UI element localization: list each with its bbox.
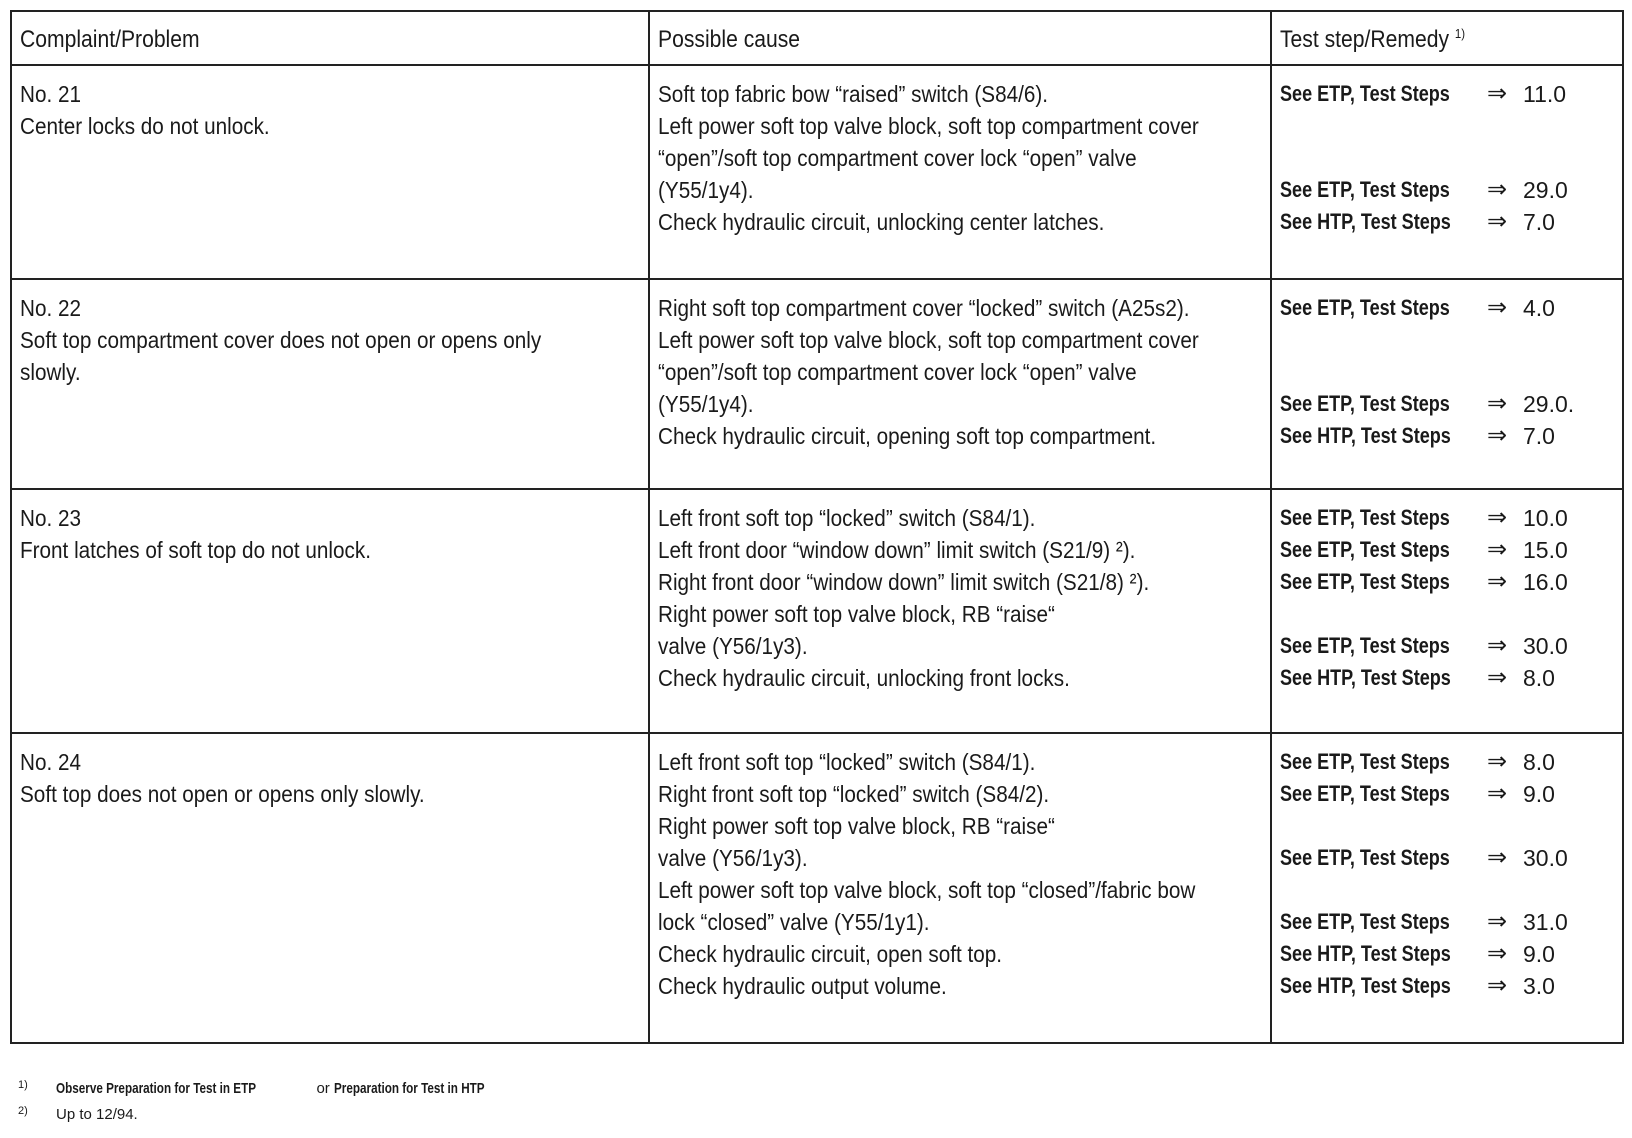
complaint-cell bbox=[11, 733, 649, 1043]
cause-line: Left power soft top valve block, soft top “closed”/fabric bow bbox=[658, 877, 1196, 903]
cause-line: Left front door “window down” limit switch (S21/9) ²). bbox=[658, 537, 1136, 563]
test-step-number: 7.0 bbox=[1523, 209, 1555, 235]
cause-cell bbox=[649, 489, 1271, 733]
remedy-cell bbox=[1271, 733, 1623, 1043]
table-row bbox=[11, 65, 1623, 279]
test-step-number: 9.0 bbox=[1523, 941, 1555, 967]
cause-line: Check hydraulic circuit, unlocking center latches. bbox=[658, 209, 1105, 235]
test-step-number: 30.0 bbox=[1523, 845, 1568, 871]
complaint-cell bbox=[11, 65, 649, 279]
test-step-number: 29.0 bbox=[1523, 177, 1568, 203]
arrow-right-icon: ⇒ bbox=[1487, 632, 1508, 659]
cause-line: “open”/soft top compartment cover lock “open” valve bbox=[658, 359, 1137, 385]
remedy-label: See ETP, Test Steps bbox=[1280, 537, 1450, 562]
remedy-line bbox=[1280, 662, 1614, 694]
cause-line: Left front soft top “locked” switch (S84/1). bbox=[658, 749, 1036, 775]
test-step-number: 8.0 bbox=[1523, 749, 1555, 775]
remedy-cell bbox=[1271, 489, 1623, 733]
complaint-text: slowly. bbox=[20, 359, 81, 385]
cause-line: Left power soft top valve block, soft top compartment cover bbox=[658, 113, 1199, 139]
header-cause: Possible cause bbox=[649, 11, 1271, 65]
remedy-label: See ETP, Test Steps bbox=[1280, 391, 1450, 416]
arrow-right-icon: ⇒ bbox=[1487, 844, 1508, 871]
table-row bbox=[11, 489, 1623, 733]
complaint-cell bbox=[11, 489, 649, 733]
remedy-spacer bbox=[1280, 874, 1614, 906]
cause-line: valve (Y56/1y3). bbox=[658, 633, 808, 659]
remedy-line bbox=[1280, 534, 1614, 566]
cause-line: Right soft top compartment cover “locked” switch (A25s2). bbox=[658, 295, 1190, 321]
arrow-right-icon: ⇒ bbox=[1487, 748, 1508, 775]
remedy-line bbox=[1280, 630, 1614, 662]
remedy-label: See ETP, Test Steps bbox=[1280, 909, 1450, 934]
remedy-label: See HTP, Test Steps bbox=[1280, 665, 1451, 690]
remedy-label: See ETP, Test Steps bbox=[1280, 295, 1450, 320]
test-step-number: 31.0 bbox=[1523, 909, 1568, 935]
remedy-line bbox=[1280, 938, 1614, 970]
remedy-line bbox=[1280, 842, 1614, 874]
cause-line: Right power soft top valve block, RB “raise“ bbox=[658, 813, 1055, 839]
arrow-right-icon: ⇒ bbox=[1487, 504, 1508, 531]
remedy-label: See ETP, Test Steps bbox=[1280, 177, 1450, 202]
remedy-line bbox=[1280, 970, 1614, 1002]
remedy-spacer bbox=[1280, 810, 1614, 842]
arrow-right-icon: ⇒ bbox=[1487, 80, 1508, 107]
header-footnote-mark: 1) bbox=[1454, 26, 1466, 41]
footnote-text bbox=[56, 1076, 527, 1102]
remedy-spacer bbox=[1280, 356, 1614, 388]
test-step-number: 29.0. bbox=[1523, 391, 1575, 417]
arrow-right-icon: ⇒ bbox=[1487, 208, 1508, 235]
cause-line: Left power soft top valve block, soft top compartment cover bbox=[658, 327, 1199, 353]
arrow-right-icon: ⇒ bbox=[1487, 568, 1508, 595]
complaint-text: Center locks do not unlock. bbox=[20, 113, 270, 139]
cause-line: valve (Y56/1y3). bbox=[658, 845, 808, 871]
complaint-number: No. 21 bbox=[20, 81, 81, 107]
footnote-mark: 2) bbox=[18, 1105, 28, 1117]
footnote-mark: 1) bbox=[18, 1079, 28, 1091]
arrow-right-icon: ⇒ bbox=[1487, 780, 1508, 807]
complaint-text: Front latches of soft top do not unlock. bbox=[20, 537, 371, 563]
cause-line: Check hydraulic output volume. bbox=[658, 973, 947, 999]
troubleshooting-table bbox=[10, 10, 1624, 1044]
header-complaint: Complaint/Problem bbox=[11, 11, 649, 65]
remedy-label: See ETP, Test Steps bbox=[1280, 505, 1450, 530]
footnote-part: Preparation for Test in HTP bbox=[333, 1080, 485, 1097]
arrow-right-icon: ⇒ bbox=[1487, 422, 1508, 449]
remedy-label: See ETP, Test Steps bbox=[1280, 845, 1450, 870]
header-remedy bbox=[1271, 11, 1623, 65]
complaint-number: No. 24 bbox=[20, 749, 81, 775]
header-row bbox=[11, 11, 1623, 65]
test-step-number: 15.0 bbox=[1523, 537, 1568, 563]
remedy-label: See HTP, Test Steps bbox=[1280, 423, 1451, 448]
test-step-number: 7.0 bbox=[1523, 423, 1555, 449]
cause-line: Check hydraulic circuit, open soft top. bbox=[658, 941, 1003, 967]
remedy-cell bbox=[1271, 65, 1623, 279]
cause-line: (Y55/1y4). bbox=[658, 391, 754, 417]
remedy-label: See HTP, Test Steps bbox=[1280, 941, 1451, 966]
footnote-text bbox=[56, 1102, 138, 1128]
remedy-line bbox=[1280, 420, 1614, 452]
arrow-right-icon: ⇒ bbox=[1487, 294, 1508, 321]
remedy-spacer bbox=[1280, 598, 1614, 630]
test-step-number: 4.0 bbox=[1523, 295, 1555, 321]
test-step-number: 11.0 bbox=[1523, 81, 1567, 107]
remedy-label: See ETP, Test Steps bbox=[1280, 81, 1450, 106]
cause-line: lock “closed” valve (Y55/1y1). bbox=[658, 909, 930, 935]
remedy-line bbox=[1280, 206, 1614, 238]
cause-line: (Y55/1y4). bbox=[658, 177, 754, 203]
arrow-right-icon: ⇒ bbox=[1487, 972, 1508, 999]
test-step-number: 30.0 bbox=[1523, 633, 1568, 659]
footnote-part: or bbox=[316, 1080, 330, 1097]
remedy-line bbox=[1280, 778, 1614, 810]
complaint-number: No. 23 bbox=[20, 505, 81, 531]
cause-line: Check hydraulic circuit, opening soft top compartment. bbox=[658, 423, 1157, 449]
remedy-line bbox=[1280, 388, 1614, 420]
remedy-line bbox=[1280, 906, 1614, 938]
table-row bbox=[11, 733, 1623, 1043]
cause-line: “open”/soft top compartment cover lock “open” valve bbox=[658, 145, 1137, 171]
remedy-line bbox=[1280, 566, 1614, 598]
remedy-line bbox=[1280, 502, 1614, 534]
arrow-right-icon: ⇒ bbox=[1487, 940, 1508, 967]
remedy-label: See HTP, Test Steps bbox=[1280, 973, 1451, 998]
remedy-label: See ETP, Test Steps bbox=[1280, 569, 1450, 594]
remedy-line bbox=[1280, 174, 1614, 206]
complaint-text: Soft top compartment cover does not open or opens only bbox=[20, 327, 542, 353]
remedy-label: See ETP, Test Steps bbox=[1280, 633, 1450, 658]
footnote-part: Up to 12/94. bbox=[56, 1106, 138, 1123]
complaint-text: Soft top does not open or opens only slowly. bbox=[20, 781, 425, 807]
remedy-label: See ETP, Test Steps bbox=[1280, 781, 1450, 806]
cause-line: Soft top fabric bow “raised” switch (S84/6). bbox=[658, 81, 1049, 107]
footnote-part: Observe Preparation for Test in ETP bbox=[56, 1080, 257, 1097]
arrow-right-icon: ⇒ bbox=[1487, 908, 1508, 935]
remedy-spacer bbox=[1280, 324, 1614, 356]
complaint-number: No. 22 bbox=[20, 295, 81, 321]
test-step-number: 9.0 bbox=[1523, 781, 1555, 807]
remedy-label: See HTP, Test Steps bbox=[1280, 209, 1451, 234]
arrow-right-icon: ⇒ bbox=[1487, 176, 1508, 203]
header-remedy-label: Test step/Remedy bbox=[1280, 26, 1450, 53]
complaint-cell bbox=[11, 279, 649, 489]
cause-line: Right front soft top “locked” switch (S84/2). bbox=[658, 781, 1050, 807]
test-step-number: 3.0 bbox=[1523, 973, 1555, 999]
cause-line: Left front soft top “locked” switch (S84/1). bbox=[658, 505, 1036, 531]
cause-cell bbox=[649, 279, 1271, 489]
arrow-right-icon: ⇒ bbox=[1487, 536, 1508, 563]
remedy-spacer bbox=[1280, 142, 1614, 174]
test-step-number: 8.0 bbox=[1523, 665, 1555, 691]
test-step-number: 16.0 bbox=[1523, 569, 1568, 595]
cause-cell bbox=[649, 733, 1271, 1043]
cause-line: Check hydraulic circuit, unlocking front locks. bbox=[658, 665, 1070, 691]
test-step-number: 10.0 bbox=[1523, 505, 1568, 531]
table-row bbox=[11, 279, 1623, 489]
remedy-line bbox=[1280, 292, 1614, 324]
cause-cell bbox=[649, 65, 1271, 279]
cause-line: Right front door “window down” limit switch (S21/8) ²). bbox=[658, 569, 1150, 595]
remedy-label: See ETP, Test Steps bbox=[1280, 749, 1450, 774]
arrow-right-icon: ⇒ bbox=[1487, 664, 1508, 691]
remedy-spacer bbox=[1280, 110, 1614, 142]
remedy-line bbox=[1280, 746, 1614, 778]
remedy-line bbox=[1280, 78, 1614, 110]
remedy-cell bbox=[1271, 279, 1623, 489]
arrow-right-icon: ⇒ bbox=[1487, 390, 1508, 417]
cause-line: Right power soft top valve block, RB “raise“ bbox=[658, 601, 1055, 627]
